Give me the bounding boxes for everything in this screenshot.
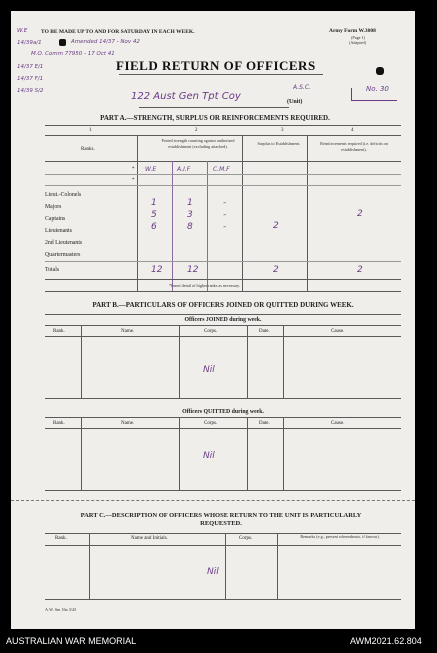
col-number: 2 bbox=[195, 128, 198, 133]
quitted-rule bbox=[45, 417, 401, 418]
rank-label: Quartermasters bbox=[45, 252, 81, 258]
cell-value: 5 bbox=[151, 210, 157, 220]
sub-head-aif: A.I.F bbox=[177, 166, 191, 173]
archive-footer bbox=[0, 632, 437, 653]
part-b-rule bbox=[45, 314, 401, 315]
col-divider bbox=[81, 417, 82, 490]
col-divider bbox=[283, 325, 284, 398]
joined-bottom-rule bbox=[45, 398, 401, 399]
col-corps: Corps. bbox=[204, 329, 218, 334]
totals-rule bbox=[45, 279, 401, 280]
cell-value: - bbox=[223, 198, 227, 208]
col-corps: Corps. bbox=[239, 536, 253, 541]
number-box-left bbox=[351, 88, 352, 100]
form-title: FIELD RETURN OF OFFICERS bbox=[116, 58, 316, 73]
col-name-initials: Name and Initials. bbox=[131, 536, 168, 541]
mo-note: M.O. Comm 77950 - 17 Oct 41 bbox=[31, 51, 115, 57]
asterisk: * bbox=[132, 178, 135, 183]
page-number: (Page 1) bbox=[351, 35, 366, 40]
rank-list bbox=[45, 189, 82, 261]
aif-values bbox=[187, 197, 193, 233]
row-rule bbox=[45, 174, 401, 175]
surplus-value: 2 bbox=[273, 221, 279, 231]
part-a-bottom-rule bbox=[45, 291, 401, 292]
asc-note: A.S.C. bbox=[293, 84, 311, 91]
col-date: Date. bbox=[259, 329, 270, 334]
quitted-heading: Officers QUITTED during week. bbox=[182, 409, 264, 415]
sub-head-we: W.E bbox=[145, 166, 157, 173]
we-values bbox=[151, 197, 157, 233]
col-number: 1 bbox=[89, 128, 92, 133]
instruction: TO BE MADE UP TO AND FOR SATURDAY IN EACH WEEK. bbox=[41, 29, 195, 35]
form-number: Army Form W.3008 bbox=[329, 28, 376, 34]
part-b-title: PART B.—PARTICULARS OF OFFICERS JOINED OR QUITTED DURING WEEK. bbox=[92, 301, 354, 309]
part-c-bottom-rule bbox=[45, 599, 401, 600]
joined-col-rule bbox=[45, 336, 401, 337]
col-number: 4 bbox=[351, 128, 354, 133]
form-paper bbox=[11, 11, 415, 629]
cell-value: 1 bbox=[187, 198, 193, 208]
col-divider bbox=[307, 135, 308, 292]
sub-head-cmf: C.M.F bbox=[213, 166, 230, 173]
adapted-note: (Adapted) bbox=[349, 40, 366, 45]
part-a-footnote: *Insert detail of higher ranks as necessary. bbox=[169, 283, 241, 288]
col-divider bbox=[277, 533, 278, 599]
col-divider bbox=[89, 533, 90, 599]
col-divider bbox=[81, 325, 82, 398]
reinf-header: Reinforcements required (i.e. deficits on establishment). bbox=[320, 141, 388, 152]
total-reinf: 2 bbox=[357, 265, 363, 275]
col-date: Date. bbox=[259, 421, 270, 426]
quitted-entry: Nil bbox=[203, 451, 215, 461]
perforation-line bbox=[11, 500, 415, 501]
amended-note: Amended 14/37 - Nov 42 bbox=[71, 39, 140, 45]
col-remarks: Remarks (e.g., present whereabouts, if known). bbox=[300, 534, 380, 539]
col-cause: Cause. bbox=[331, 329, 345, 334]
title-underline bbox=[119, 74, 323, 75]
joined-heading: Officers JOINED during week. bbox=[184, 317, 262, 323]
header-rule bbox=[45, 161, 401, 162]
row-rule bbox=[45, 261, 401, 262]
joined-rule bbox=[45, 325, 401, 326]
part-c-entry: Nil bbox=[207, 567, 219, 577]
asterisk: * bbox=[132, 167, 135, 172]
margin-note: W.E bbox=[17, 28, 28, 34]
total-we: 12 bbox=[151, 265, 163, 275]
ink-blot-icon bbox=[59, 39, 66, 46]
ink-blot-icon bbox=[376, 67, 384, 75]
rank-label: Lieut.-Colonels bbox=[45, 192, 82, 198]
col-divider bbox=[242, 135, 243, 292]
unit-label: (Unit) bbox=[287, 99, 303, 105]
cmf-values bbox=[223, 197, 226, 233]
col-name: Name. bbox=[121, 421, 135, 426]
ranks-header: Ranks. bbox=[81, 147, 95, 152]
margin-note: 14/39a/1 bbox=[17, 40, 42, 46]
col-rank: Rank. bbox=[53, 421, 65, 426]
quitted-bottom-rule bbox=[45, 490, 401, 491]
col-divider bbox=[225, 533, 226, 599]
unit-name: 122 Aust Gen Tpt Coy bbox=[131, 91, 241, 102]
col-divider bbox=[207, 161, 208, 292]
col-divider bbox=[247, 325, 248, 398]
col-number: 3 bbox=[281, 128, 284, 133]
margin-note: 14/39 S/2 bbox=[17, 88, 44, 94]
col-rank: Rank. bbox=[53, 329, 65, 334]
unit-underline bbox=[139, 107, 289, 108]
rank-label: 2nd Lieutenants bbox=[45, 240, 83, 246]
col-corps: Corps. bbox=[204, 421, 218, 426]
surplus-header: Surplus to Establishment. bbox=[257, 141, 301, 146]
posted-header: Posted strength counting against authorized establishment (excluding attached). bbox=[161, 138, 235, 149]
printer-note: A.W. Sm 16n 3/43 bbox=[45, 607, 77, 612]
col-divider bbox=[172, 161, 173, 292]
margin-notes bbox=[17, 25, 65, 97]
quitted-col-rule bbox=[45, 428, 401, 429]
col-divider bbox=[179, 325, 180, 398]
rank-label: Majors bbox=[45, 204, 62, 210]
cell-value: - bbox=[223, 210, 227, 220]
reinf-value: 2 bbox=[357, 209, 363, 219]
totals-label: Totals bbox=[45, 267, 60, 273]
part-c-col-rule bbox=[45, 545, 401, 546]
margin-note: 14/37 F/1 bbox=[17, 76, 44, 82]
cell-value: 3 bbox=[187, 210, 193, 220]
col-rank: Rank. bbox=[55, 536, 67, 541]
return-number: No. 30 bbox=[366, 85, 389, 93]
total-surplus: 2 bbox=[273, 265, 279, 275]
cell-value: - bbox=[223, 222, 227, 232]
joined-entry: Nil bbox=[203, 365, 215, 375]
footer-left: AUSTRALIAN WAR MEMORIAL bbox=[6, 636, 137, 646]
rank-label: Lieutenants bbox=[45, 228, 73, 234]
cell-value: 1 bbox=[151, 198, 157, 208]
part-c-title: PART C.—DESCRIPTION OF OFFICERS WHOSE RETURN TO THE UNIT IS PARTICULARLY REQUESTED. bbox=[80, 512, 362, 527]
total-aif: 12 bbox=[187, 265, 199, 275]
row-rule bbox=[45, 185, 401, 186]
part-a-title: PART A.—STRENGTH, SURPLUS OR REINFORCEMENTS REQUIRED. bbox=[100, 114, 330, 122]
part-a-top-rule bbox=[45, 125, 401, 126]
cell-value: 8 bbox=[187, 222, 193, 232]
col-cause: Cause. bbox=[331, 421, 345, 426]
rank-label: Captains bbox=[45, 216, 66, 222]
col-divider bbox=[247, 417, 248, 490]
col-divider bbox=[137, 135, 138, 292]
margin-note: 14/37 E/1 bbox=[17, 64, 44, 70]
number-box-bottom bbox=[351, 100, 397, 101]
col-name: Name. bbox=[121, 329, 135, 334]
cell-value: 6 bbox=[151, 222, 157, 232]
footer-right: AWM2021.62.804 bbox=[350, 636, 422, 646]
col-divider bbox=[179, 417, 180, 490]
col-divider bbox=[283, 417, 284, 490]
col-number-rule bbox=[45, 135, 401, 136]
